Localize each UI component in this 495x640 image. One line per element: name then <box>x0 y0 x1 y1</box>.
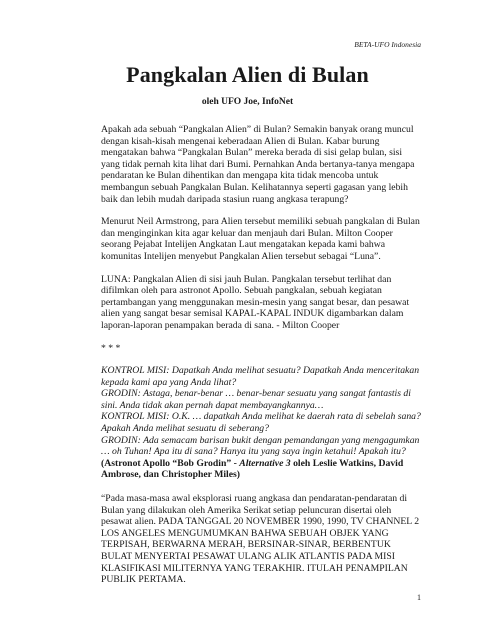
final-paragraph: “Pada masa-masa awal eksplorasi ruang angkasa dan pendaratan-pendaratan di Bulan yang dilakukan oleh Amerika Serikat setiap peluncuran disertai oleh pesawat alien. PADA TANGGAL 20 NOVEMBER 1990, 1990, TV CHANNEL 2 LOS ANGELES MENGUMUMKAN BAHWA SEBUAH OBJEK YANG TERPISAH, BERWARNA MERAH, BERSINAR-SINAR, BERBENTUK BULAT MENYERTAI PESAWAT ULANG ALIK ATLANTIS PADA MISI KLASIFIKASI MILITERNYA YANG TERAKHIR. ITULAH PENAMPILAN PUBLIK PERTAMA. <box>101 493 420 586</box>
transcript-line-1: KONTROL MISI: Dapatkah Anda melihat sesuatu? Dapatkah Anda menceritakan kepada kami apa yang Anda lihat? <box>101 365 420 388</box>
citation-work: Alternative 3 <box>239 457 291 469</box>
document-body <box>101 124 423 597</box>
document-title: Pangkalan Alien di Bulan <box>126 62 369 87</box>
document-byline: oleh UFO Joe, InfoNet <box>201 97 294 107</box>
transcript-block <box>101 365 423 481</box>
citation-prefix: (Astronot Apollo “Bob Grodin” - <box>101 457 240 469</box>
transcript-line-3: KONTROL MISI: O.K. … dapatkah Anda melihat ke daerah rata di sebelah sana? Apakah Anda melihat sesuatu di seberang? <box>101 411 421 435</box>
citation-suffix: oleh Leslie Watkins, David Ambrose, dan Christopher Miles) <box>101 457 404 481</box>
section-separator: * * * <box>101 342 121 354</box>
transcript-line-2: GRODIN: Astaga, benar-benar … benar-benar sesuatu yang sangat fantastis di sini. Anda tidak akan pernah dapat membayangkannya… <box>101 388 411 411</box>
paragraph-3: LUNA: Pangkalan Alien di sisi jauh Bulan. Pangkalan tersebut terlihat dan difilmkan oleh para astronot Apollo. Sebuah pangkalan, sebuah kegiatan pertambangan yang menggunakan mesin-mesin yang sangat besar, dan pesawat alien yang sangat besar semisal KAPAL-KAPAL INDUK digambarkan dalam laporan-laporan penampakan berada di sana. - Milton Cooper <box>101 273 410 331</box>
paragraph-1: Apakah ada sebuah “Pangkalan Alien” di Bulan? Semakin banyak orang muncul dengan kisah-kisah mengenai keberadaan Alien di Bulan. Kabar burung mengatakan bahwa “Pangkalan Bulan” mereka berada di sisi gelap bulan, sisi yang tidak pernah kita lihat dari Bumi. Pernahkan Anda bertanya-tanya mengapa pendaratan ke Bulan dihentikan dan mengapa kita tidak mencoba untuk membangun sebuah Pangkalan Bulan. Kelihatannya seperti gagasan yang lebih baik dan lebih mudah daripada stasiun ruang angkasa terapung? <box>101 124 415 205</box>
paragraph-2: Menurut Neil Armstrong, para Alien tersebut memiliki sebuah pangkalan di Bulan dan menginginkan kita agar keluar dan menjauh dari Bulan. Milton Cooper seorang Pejabat Intelijen Angkatan Laut mengatakan kepada kami bahwa komunitas Intelijen menyebut Pangkalan Alien tersebut sebagai “Luna”. <box>101 216 420 262</box>
transcript-line-4: GRODIN: Ada semacam barisan bukit dengan pemandangan yang mengagumkan … oh Tuhan! Apa itu di sana? Hanya itu yang saya ingin ketahui! Apakah itu? <box>101 434 420 458</box>
page-number: 1 <box>417 593 421 602</box>
transcript-citation <box>101 458 423 481</box>
running-header: BETA-UFO Indonesia <box>354 40 421 49</box>
